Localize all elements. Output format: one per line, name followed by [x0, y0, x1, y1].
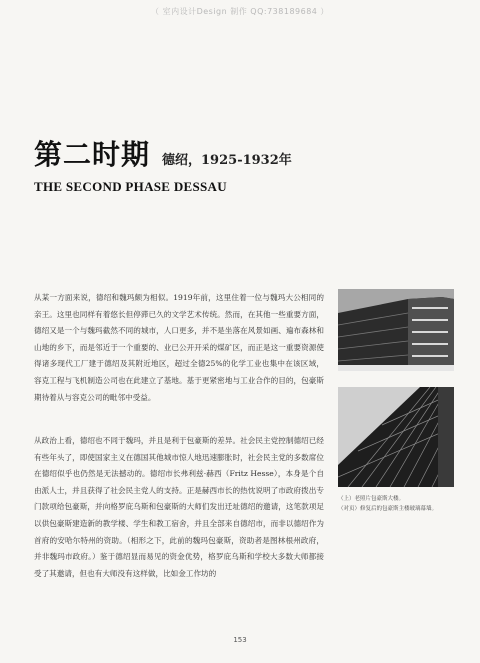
- photo-old-bauhaus-building: [338, 289, 454, 371]
- photo-restored-glass-facade: [338, 387, 454, 487]
- chapter-header: [34, 133, 454, 195]
- photo-restored-glass-facade-image: [338, 387, 454, 487]
- chapter-subtitle-zh: 德绍，1925-1932年: [162, 153, 292, 168]
- chapter-title-zh: 第二时期: [34, 138, 151, 171]
- watermark: （ 室内设计Design 制作 QQ:738189684 ）: [151, 7, 329, 16]
- title-row: [34, 133, 454, 173]
- photo-old-bauhaus-building-image: [338, 289, 454, 371]
- photo-captions: [338, 494, 463, 514]
- body-paragraph-1: 从某一方面来说，德绍和魏玛颇为相似。1919年前，这里住着一位与魏玛大公相同的亲王。这里也同样有着悠长但停滞已久的文学艺术传统。然而，在其他一些重要方面，德绍又是一个与魏玛截然不同的城市，人口更多，并不是坐落在风景如画、遍布森林和山地的乡下，而是邻近于一个重要的、业已公开开采的煤矿区，而正是这一重要资源使得诸多现代工厂建于德绍及其附近地区，超过全德25%的化学工业也集中在该区域，容克工程与飞机制造公司也在此建立了基地。基于更紧密地与工业合作的目的，包豪斯期待着从与容克公司的毗邻中受益。: [34, 293, 324, 402]
- caption-top: （上）老照片包豪斯大楼。: [338, 496, 405, 502]
- chapter-title-en: THE SECOND PHASE DESSAU: [34, 179, 227, 194]
- caption-bottom: （对页）修复后的包豪斯主楼玻璃幕墙。: [338, 506, 438, 512]
- body-paragraph-2: 从政治上看，德绍也不同于魏玛，并且是利于包豪斯的差异。社会民主党控制德绍已经有些年头了，即使国家主义在德国其他城市惊人地迅速膨胀时，社会民主党的多数席位在德绍似乎也仍然是无法撼动的。德绍市长弗利兹·赫西（Fritz Hesse），本身是个自由派人士，并且获得了社会民主党人的支持。正是赫西市长的热忱说明了市政府拨出专门款项给包豪斯，并向格罗庇乌斯和包豪斯的大师们发出迁址德绍的邀请，这笔款项足以供包豪斯建造新的教学楼、学生和教工宿舍，并且全部来自德绍市，而非以德绍作为首府的安哈尔特州的资助。（相形之下，此前的魏玛包豪斯，资助者是图林根州政府，并非魏玛市政府。）鉴于德绍显而易见的资金优势，格罗庇乌斯和学校大多数大师都接受了其邀请，但也有大师没有这样做，比如金工作坊的: [34, 436, 324, 578]
- page-number: 153: [233, 636, 247, 644]
